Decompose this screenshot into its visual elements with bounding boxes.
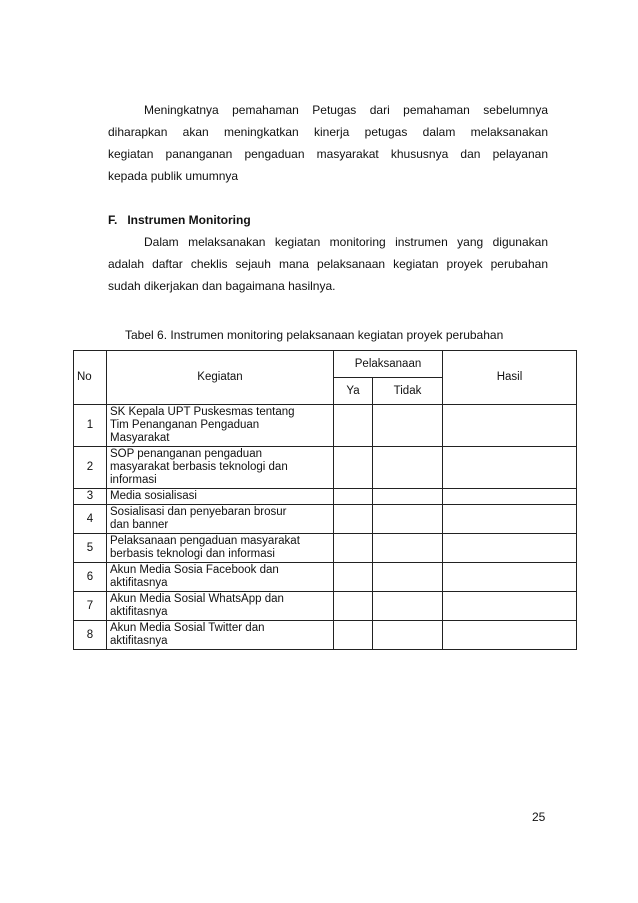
kegiatan-line: aktifitasnya [110, 606, 168, 618]
kegiatan-line: dan banner [110, 519, 169, 531]
kegiatan-line: aktifitasnya [110, 577, 168, 589]
kegiatan-line: Pelaksanaan pengaduan masyarakat [110, 535, 300, 547]
row-kegiatan [107, 621, 334, 650]
row-kegiatan [107, 534, 334, 563]
text-line: kegiatan pananganan pengaduan masyarakat khususnya dan pelayanan [108, 147, 548, 161]
row-number: 7 [74, 592, 107, 621]
row-number: 2 [74, 447, 107, 489]
cell-hasil [443, 405, 577, 447]
cell-hasil [443, 489, 577, 505]
kegiatan-line: berbasis teknologi dan informasi [110, 548, 275, 560]
kegiatan-line: Sosialisasi dan penyebaran brosur [110, 506, 287, 518]
row-kegiatan [107, 505, 334, 534]
cell-hasil [443, 447, 577, 489]
cell-hasil [443, 534, 577, 563]
header-kegiatan: Kegiatan [107, 351, 334, 405]
table-row [74, 592, 577, 621]
table-row [74, 563, 577, 592]
text-line: Meningkatnya pemahaman Petugas dari pemahaman sebelumnya [144, 103, 548, 117]
paragraph-monitoring [108, 231, 548, 297]
cell-hasil [443, 563, 577, 592]
table-row [74, 489, 577, 505]
kegiatan-line: Masyarakat [110, 432, 170, 444]
cell-tidak [373, 505, 443, 534]
cell-tidak [373, 621, 443, 650]
section-heading [108, 209, 251, 231]
table-row [74, 621, 577, 650]
cell-tidak [373, 447, 443, 489]
table-row [74, 534, 577, 563]
cell-hasil [443, 592, 577, 621]
header-no: No [74, 351, 107, 405]
table-row [74, 447, 577, 489]
section-letter: F. [108, 213, 118, 227]
kegiatan-line: aktifitasnya [110, 635, 168, 647]
text-line: diharapkan akan meningkatkan kinerja petugas dalam melaksanakan [108, 125, 548, 139]
cell-tidak [373, 534, 443, 563]
row-number: 4 [74, 505, 107, 534]
section-title: Instrumen Monitoring [127, 213, 251, 227]
cell-ya [334, 505, 373, 534]
page-number: 25 [532, 810, 546, 824]
table-caption: Tabel 6. Instrumen monitoring pelaksanaan kegiatan proyek perubahan [125, 328, 504, 342]
cell-tidak [373, 592, 443, 621]
paragraph-intro [108, 99, 548, 187]
header-tidak: Tidak [373, 378, 443, 405]
text-line: sudah dikerjakan dan bagaimana hasilnya. [108, 279, 336, 293]
kegiatan-line: Tim Penanganan Pengaduan [110, 419, 260, 431]
row-number: 1 [74, 405, 107, 447]
monitoring-table [73, 350, 577, 650]
kegiatan-line: Akun Media Sosia Facebook dan [110, 564, 279, 576]
cell-hasil [443, 621, 577, 650]
kegiatan-line: Akun Media Sosial Twitter dan [110, 622, 265, 634]
cell-ya [334, 447, 373, 489]
row-kegiatan [107, 563, 334, 592]
table-row [74, 405, 577, 447]
row-number: 3 [74, 489, 107, 505]
cell-ya [334, 534, 373, 563]
cell-ya [334, 592, 373, 621]
row-number: 5 [74, 534, 107, 563]
row-kegiatan [107, 592, 334, 621]
header-pelaksanaan: Pelaksanaan [334, 351, 443, 378]
cell-tidak [373, 489, 443, 505]
kegiatan-line: SOP penanganan pengaduan [110, 448, 262, 460]
row-number: 6 [74, 563, 107, 592]
cell-ya [334, 489, 373, 505]
kegiatan-line: masyarakat berbasis teknologi dan [110, 461, 288, 473]
row-kegiatan [107, 489, 334, 505]
cell-ya [334, 405, 373, 447]
kegiatan-line: informasi [110, 474, 157, 486]
header-hasil: Hasil [443, 351, 577, 405]
kegiatan-line: SK Kepala UPT Puskesmas tentang [110, 406, 295, 418]
cell-ya [334, 621, 373, 650]
text-line: kepada publik umumnya [108, 169, 239, 183]
cell-hasil [443, 505, 577, 534]
row-kegiatan [107, 447, 334, 489]
kegiatan-line: Akun Media Sosial WhatsApp dan [110, 593, 284, 605]
table-row [74, 505, 577, 534]
text-line: adalah daftar cheklis sejauh mana pelaksanaan kegiatan proyek perubahan [108, 257, 548, 271]
text-line: Dalam melaksanakan kegiatan monitoring instrumen yang digunakan [144, 235, 548, 249]
row-kegiatan [107, 405, 334, 447]
cell-ya [334, 563, 373, 592]
row-number: 8 [74, 621, 107, 650]
kegiatan-line: Media sosialisasi [110, 490, 197, 502]
cell-tidak [373, 563, 443, 592]
header-ya: Ya [334, 378, 373, 405]
cell-tidak [373, 405, 443, 447]
